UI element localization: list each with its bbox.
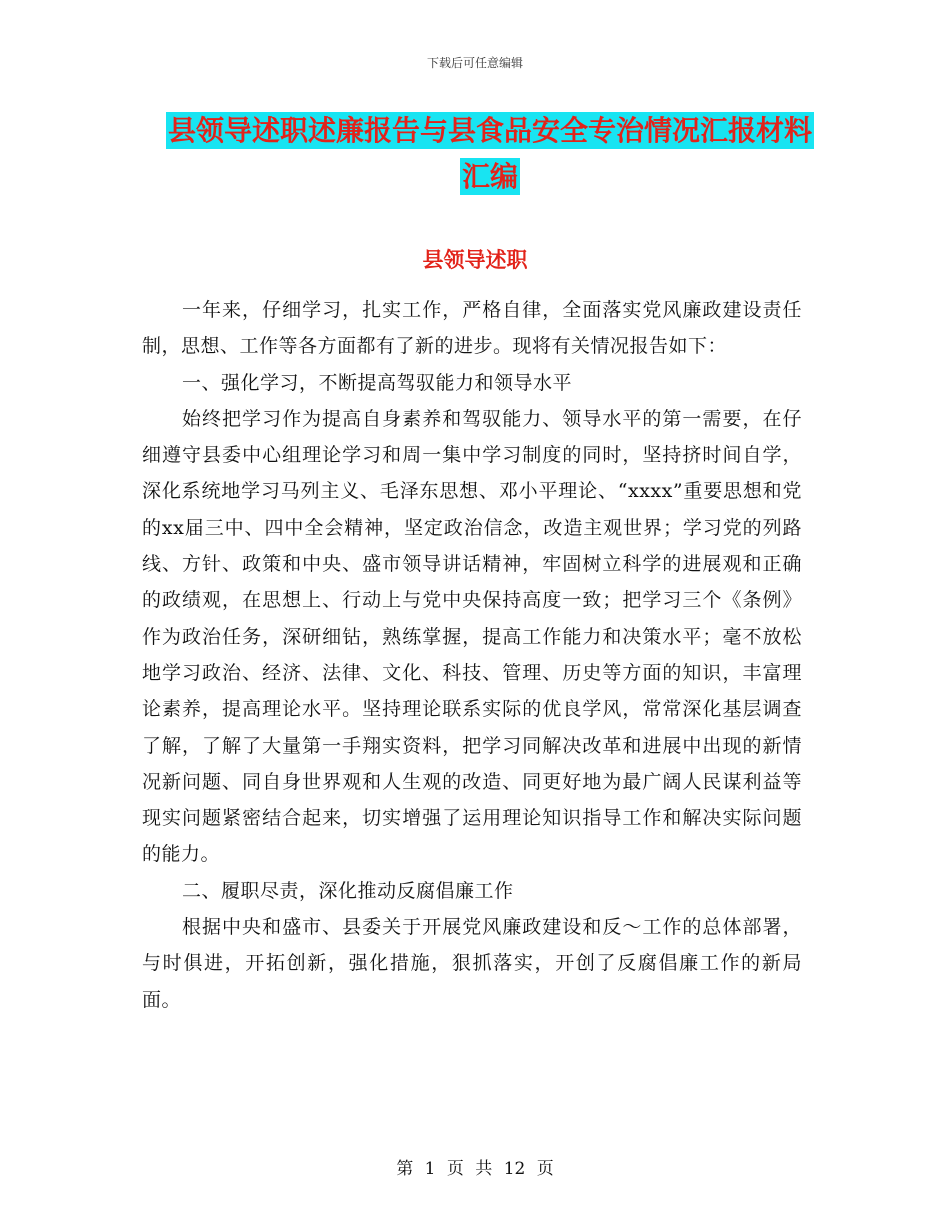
title-line-2: 汇编: [461, 160, 518, 193]
heading-one: 一、强化学习，不断提高驾驭能力和领导水平: [182, 371, 573, 394]
paragraph-anticorruption: 根据中央和盛市、县委关于开展党风廉政建设和反～工作的总体部署，与时俱进，开拓创新，强化措施，狠抓落实，开创了反腐倡廉工作的新局面。: [142, 916, 802, 1011]
section-title: 县领导述职: [422, 248, 528, 272]
paragraph-study: 始终把学习作为提高自身素养和驾驭能力、领导水平的第一需要，在仔细遵守县委中心组理论学习和周一集中学习制度的同时，坚持挤时间自学，深化系统地学习马列主义、毛泽东思想、邓小平理论、“xxxx”重要思想和党的xx届三中、四中全会精神，坚定政治信念，改造主观世界；学习党的列路线、方针、政策和中央、盛市领导讲话精神，牢固树立科学的进展观和正确的政绩观，在思想上、行动上与党中央保持高度一致；把学习三个《条例》作为政治任务，深研细钻，熟练掌握，提高工作能力和决策水平；毫不放松地学习政治、经济、法律、文化、科技、管理、历史等方面的知识，丰富理论素养，提高理论水平。坚持理论联系实际的优良学风，常常深化基层调查了解，了解了大量第一手翔实资料，把学习同解决改革和进展中出现的新情况新问题、同自身世界观和人生观的改造、同更好地为最广阔人民谋利益等现实问题紧密结合起来，切实增强了运用理论知识指导工作和解决实际问题的能力。: [142, 407, 802, 866]
header-note: 下载后可任意编辑: [426, 56, 523, 70]
title-line-1: 县领导述职述廉报告与县食品安全专治情况汇报材料: [167, 114, 812, 147]
paragraph-intro: 一年来，仔细学习，扎实工作，严格自律，全面落实党风廉政建设责任制，思想、工作等各方面都有了新的进步。现将有关情况报告如下：: [142, 299, 802, 358]
page-footer: 第 1 页 共 12 页: [396, 1159, 554, 1179]
heading-two: 二、履职尽责，深化推动反腐倡廉工作: [182, 879, 514, 902]
document-body: [142, 292, 802, 1018]
document-title: [120, 108, 860, 200]
